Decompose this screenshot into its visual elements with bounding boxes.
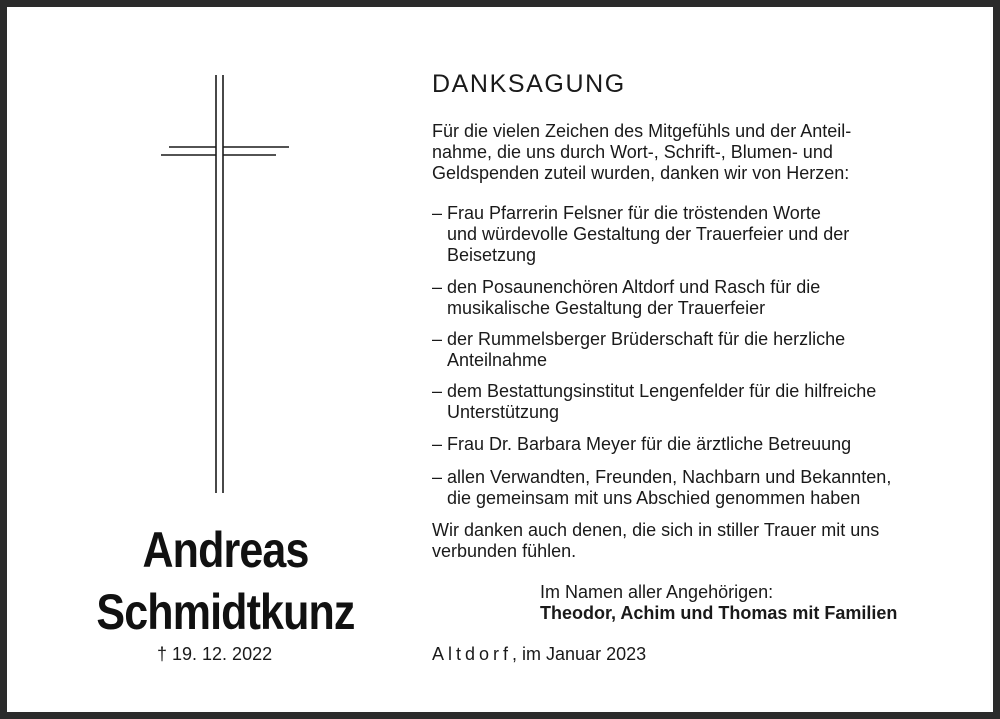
notice-title: DANKSAGUNG xyxy=(432,70,626,98)
death-date: † 19. 12. 2022 xyxy=(157,644,273,664)
list-item-text: der Rummelsberger Brüderschaft für die herzliche Anteilnahme xyxy=(447,329,846,370)
list-item xyxy=(432,277,962,319)
list-dash: – xyxy=(432,467,443,487)
deceased-last-name: Schmidtkunz xyxy=(96,584,355,640)
list-item xyxy=(432,329,962,371)
list-item xyxy=(432,203,962,266)
place-name: Altdorf xyxy=(432,644,513,664)
signature-intro: Im Namen aller Angehörigen: xyxy=(540,582,774,602)
notice-date: , im Januar 2023 xyxy=(512,644,647,664)
cross-icon xyxy=(157,73,292,498)
list-dash: – xyxy=(432,434,443,454)
list-dash: – xyxy=(432,277,443,297)
list-dash: – xyxy=(432,329,443,349)
place-date-line xyxy=(432,644,646,665)
list-item xyxy=(432,381,962,423)
list-dash: – xyxy=(432,381,443,401)
signature-names: Theodor, Achim und Thomas mit Familien xyxy=(540,603,898,623)
list-dash: – xyxy=(432,203,443,223)
closing-paragraph: Wir danken auch denen, die sich in stiller Trauer mit uns verbunden fühlen. xyxy=(432,520,880,561)
list-item-text: allen Verwandten, Freunden, Nachbarn und Bekannten, die gemeinsam mit uns Abschied genommen haben xyxy=(447,467,892,508)
list-item-text: den Posaunenchören Altdorf und Rasch für die musikalische Gestaltung der Trauerfeier xyxy=(447,277,821,318)
intro-paragraph: Für die vielen Zeichen des Mitgefühls und der Anteil- nahme, die uns durch Wort-, Schrift-, Blumen- und Geldspenden zuteil wurden, danken wir von Herzen: xyxy=(432,121,852,183)
list-item xyxy=(432,434,962,455)
list-item-text: Frau Pfarrerin Felsner für die tröstenden Worte und würdevolle Gestaltung der Trauerfeier und der Beisetzung xyxy=(447,203,850,265)
list-item-text: dem Bestattungsinstitut Lengenfelder für die hilfreiche Unterstützung xyxy=(447,381,877,422)
deceased-first-name: Andreas xyxy=(142,522,309,578)
list-item-text: Frau Dr. Barbara Meyer für die ärztliche Betreuung xyxy=(447,434,852,454)
list-item xyxy=(432,467,962,509)
